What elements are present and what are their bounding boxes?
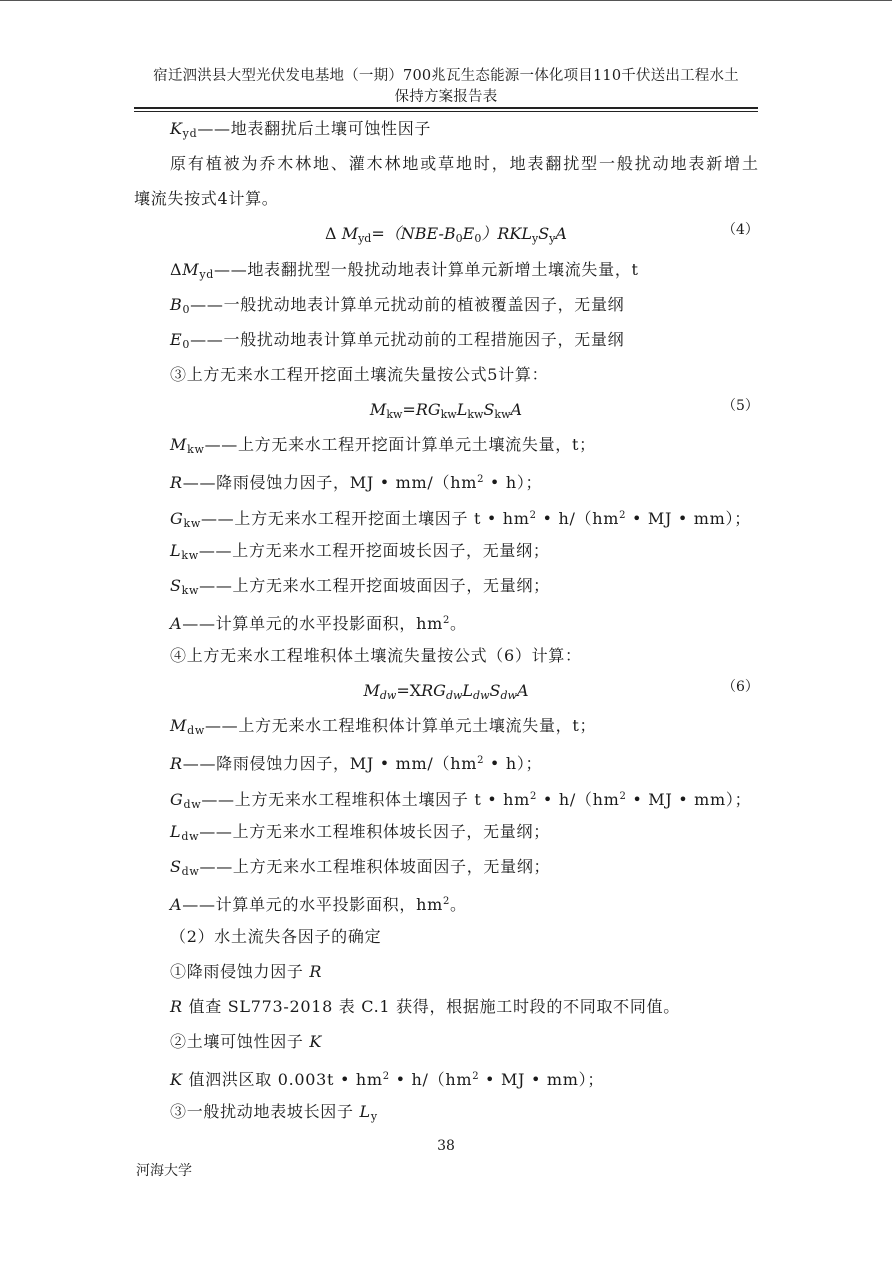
factor-ly-heading: ③一般扰动地表坡长因子 $L_y$ bbox=[170, 1102, 378, 1123]
footer-institution: 河海大学 bbox=[136, 1163, 192, 1179]
header-rule-thin bbox=[134, 111, 758, 112]
def-sdw: $S_{dw}——$上方无来水工程堆积体坡面因子，无量纲； bbox=[170, 857, 551, 878]
kyd-definition: $K_{yd}——$地表翻扰后土壤可蚀性因子 bbox=[170, 119, 432, 140]
header-rule-thick bbox=[134, 107, 758, 109]
def-skw: $S_{kw}——$上方无来水工程开挖面坡面因子，无量纲； bbox=[170, 576, 550, 597]
def-b0: $B_0——$一般扰动地表计算单元扰动前的植被覆盖因子，无量纲 bbox=[170, 295, 625, 316]
paragraph-line-2: 壤流失按式4计算。 bbox=[134, 189, 279, 208]
factor-r-value: R 值查 SL773-2018 表 C.1 获得，根据施工时段的不同取不同值。 bbox=[170, 997, 680, 1016]
def-r-1: R——降雨侵蚀力因子，MJ • $mm/(hm^2$ • h）； bbox=[170, 473, 543, 492]
def-mkw: $M_{kw}——$上方无来水工程开挖面计算单元土壤流失量，t； bbox=[170, 435, 596, 456]
def-a-2: A——计算单元的水平投影面积，$hm^2$。 bbox=[170, 895, 467, 914]
def-mdw: $M_{dw}——$上方无来水工程堆积体计算单元土壤流失量，t； bbox=[170, 716, 597, 737]
factor-r-heading: ①降雨侵蚀力因子 R bbox=[170, 962, 323, 981]
page-header bbox=[130, 66, 762, 108]
factor-k-value: K 值泗洪区取 0.003t • $hm^2$ • $h/(hm^2$ • MJ • mm）； bbox=[170, 1070, 605, 1089]
def-e0: $E_0——$一般扰动地表计算单元扰动前的工程措施因子，无量纲 bbox=[170, 330, 625, 351]
equation-number-6: （6） bbox=[722, 679, 759, 695]
paragraph-line-1: 原有植被为乔木林地、灌木林地或草地时，地表翻扰型一般扰动地表新增土 bbox=[170, 154, 758, 173]
def-lkw: $L_{kw}——$上方无来水工程开挖面坡长因子，无量纲； bbox=[170, 541, 550, 562]
top-border bbox=[0, 0, 892, 1]
def-ldw: $L_{dw}——$上方无来水工程堆积体坡长因子，无量纲； bbox=[170, 822, 550, 843]
formula-6: $M_{dw}=XRG_{dw}L_{dw}S_{dw}A$ bbox=[363, 681, 529, 702]
def-gdw: $G_{dw}——$上方无来水工程堆积体土壤因子 t • $hm^2$ • $h/(hm^2$ • MJ • mm）； bbox=[170, 790, 752, 811]
section-2-heading: （2）水土流失各因子的确定 bbox=[170, 927, 382, 946]
def-a-1: A——计算单元的水平投影面积，$hm^2$。 bbox=[170, 614, 467, 633]
header-line-1: 宿迁泗洪县大型光伏发电基地（一期）700兆瓦生态能源一体化项目110千伏送出工程水土 bbox=[153, 68, 739, 84]
formula-4: Δ $M_{yd}=(NBE-B_0E_0)RKL_yS_yA$ bbox=[325, 224, 567, 245]
step-3-heading: ③上方无来水工程开挖面土壤流失量按公式5计算： bbox=[170, 365, 549, 384]
equation-number-5: （5） bbox=[722, 398, 759, 414]
def-gkw: $G_{kw}——$上方无来水工程开挖面土壤因子 t • $hm^2$ • $h/(hm^2$ • MJ • mm）； bbox=[170, 509, 751, 530]
formula-5: $M_{kw}=RG_{kw}L_{kw}S_{kw}A$ bbox=[369, 400, 523, 421]
equation-number-4: （4） bbox=[722, 222, 759, 238]
def-r-2: R——降雨侵蚀力因子，MJ • $mm/(hm^2$ • h）； bbox=[170, 754, 543, 773]
header-line-2: 保持方案报告表 bbox=[394, 89, 498, 105]
step-4-heading: ④上方无来水工程堆积体土壤流失量按公式（6）计算： bbox=[170, 646, 582, 665]
page-number: 38 bbox=[437, 1138, 455, 1154]
def-delta-myd: $\Delta M_{yd}——$地表翻扰型一般扰动地表计算单元新增土壤流失量，t bbox=[170, 260, 639, 281]
factor-k-heading: ②土壤可蚀性因子 K bbox=[170, 1032, 323, 1051]
